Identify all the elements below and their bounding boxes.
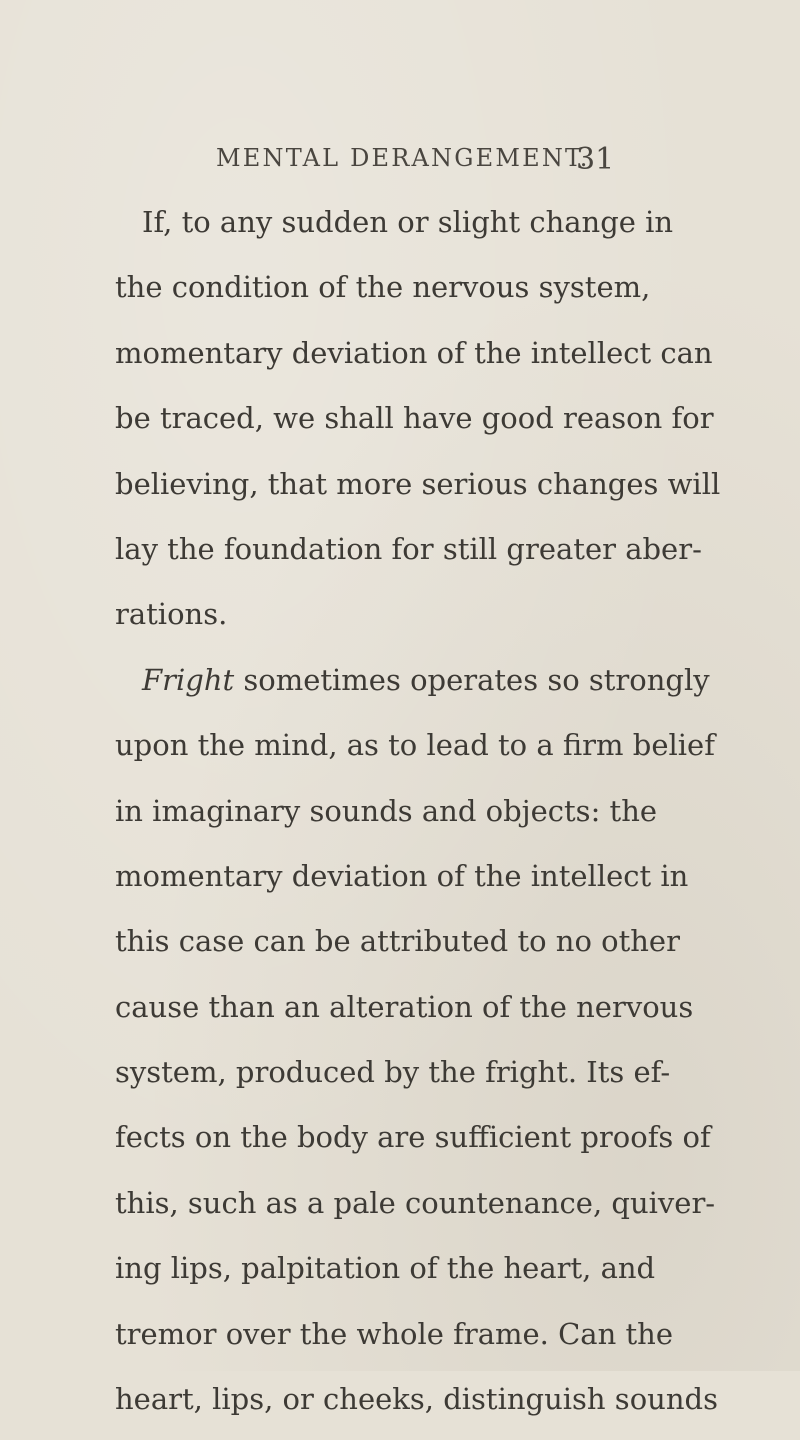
paragraph-opening-line — [115, 656, 710, 721]
text-fragment: sometimes operates so strongly — [243, 662, 710, 697]
body-text — [115, 198, 721, 1440]
text-line: this, such as a pale countenance, quiver- — [115, 1185, 716, 1220]
text-line: in imaginary sounds and objects: the — [115, 793, 658, 828]
text-line: upon the mind, as to lead to a firm belief — [115, 728, 715, 763]
text-line: ing lips, palpitation of the heart, and — [115, 1251, 656, 1286]
text-line: lay the foundation for still greater aber- — [115, 531, 702, 566]
text-line: heart, lips, or cheeks, distinguish sounds — [115, 1382, 718, 1417]
text-line: system, produced by the fright. Its ef- — [115, 1055, 671, 1090]
text-line: the condition of the nervous system, — [115, 270, 651, 305]
text-line: this case can be attributed to no other — [115, 924, 680, 959]
text-line: momentary deviation of the intellect in — [115, 858, 689, 893]
text-line: believing, that more serious changes will — [115, 466, 721, 501]
text-line: momentary deviation of the intellect can — [115, 335, 713, 370]
text-line: cause than an alteration of the nervous — [115, 989, 694, 1024]
running-head — [216, 144, 636, 184]
italic-word: Fright — [142, 662, 235, 697]
page-number: 31 — [576, 142, 615, 177]
text-line: tremor over the whole frame. Can the — [115, 1316, 673, 1351]
text-line: be traced, we shall have good reason for — [115, 401, 714, 436]
running-head-title: MENTAL DERANGEMENT. — [216, 144, 590, 172]
text-line: If, to any sudden or slight change in — [142, 205, 674, 239]
text-line: rations. — [115, 597, 228, 632]
text-line: fects on the body are sufficient proofs of — [115, 1120, 711, 1155]
